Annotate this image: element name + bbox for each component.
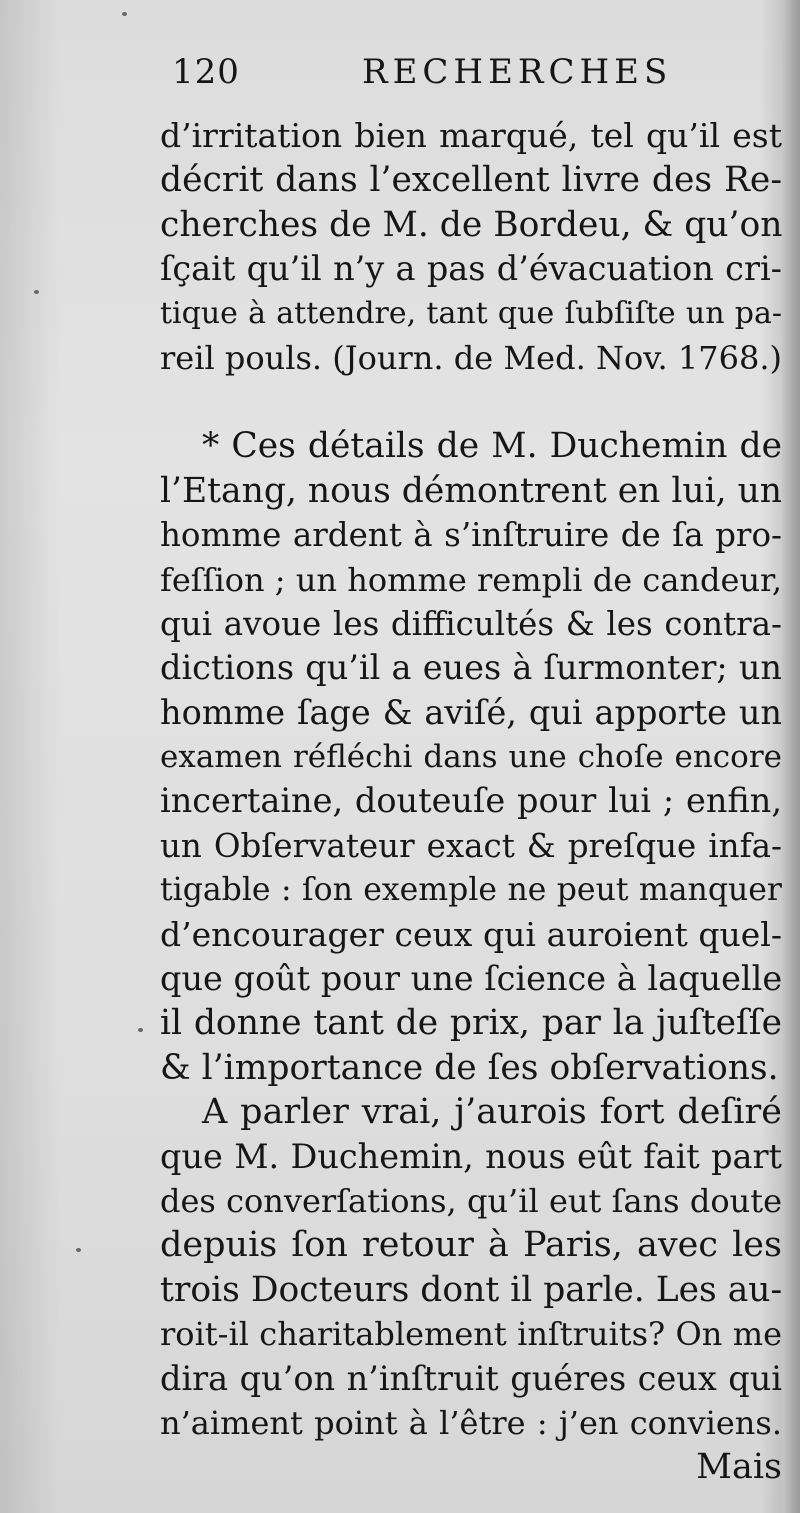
catchword: Mais xyxy=(696,1447,782,1488)
text-line: un Obſervateur exact & preſque infa- xyxy=(160,826,782,865)
text-block xyxy=(160,114,782,1490)
paragraph-gap xyxy=(160,380,782,424)
text-line: d’encourager ceux qui auroient quel- xyxy=(160,914,782,954)
text-line: examen réfléchi dans une choſe encore xyxy=(160,739,782,776)
paragraph-3 xyxy=(160,1090,782,1445)
paragraph-2 xyxy=(160,424,782,1090)
text-line: il donne tant de prix, par la juſteſſe xyxy=(160,1003,782,1044)
text-line: trois Docteurs dont il parle. Les au- xyxy=(160,1269,782,1310)
text-line: l’Etang, nous démontrent en lui, un xyxy=(160,470,782,511)
running-head: RECHERCHES xyxy=(362,52,673,92)
text-line: ſçait qu’il n’y a pas d’évacuation cri- xyxy=(160,249,782,289)
text-line: cherches de M. de Bordeu, & qu’on xyxy=(160,204,782,245)
text-line: depuis ſon retour à Paris, avec les xyxy=(160,1225,782,1266)
page-edge-shadow xyxy=(782,0,800,1513)
text-line: reil pouls. (Journ. de Med. Nov. 1768.) xyxy=(160,338,782,377)
ink-speck xyxy=(122,12,127,16)
text-line: tigable : ſon exemple ne peut manquer xyxy=(160,872,782,909)
page-number: 120 xyxy=(172,52,240,92)
text-line: feſſion ; un homme rempli de candeur, xyxy=(160,560,782,599)
text-line: qui avoue les difficultés & les contra- xyxy=(160,604,782,643)
ink-speck xyxy=(76,1248,81,1252)
text-line: dictions qu’il a eues à ſurmonter; un xyxy=(160,648,782,688)
text-line: homme ardent à s’inſtruire de ſa pro- xyxy=(160,516,782,555)
text-line: que M. Duchemin, nous eût fait part xyxy=(160,1136,782,1176)
ink-speck xyxy=(34,290,39,294)
ink-speck xyxy=(138,1028,143,1032)
text-line: A parler vrai, j’aurois fort deſiré xyxy=(202,1092,782,1133)
text-line: décrit dans l’excellent livre des Re- xyxy=(160,160,782,201)
paragraph-1 xyxy=(160,114,782,380)
text-line: des converſations, qu’il eut ſans doute xyxy=(160,1181,782,1220)
text-line: dira qu’on n’inſtruit guéres ceux qui xyxy=(160,1358,782,1398)
text-line: & l’importance de ſes obſervations. xyxy=(160,1047,779,1088)
page-header xyxy=(172,52,673,102)
text-line: roit-il charitablement inſtruits? On me xyxy=(160,1315,782,1354)
text-line: * Ces détails de M. Duchemin de xyxy=(202,426,782,467)
text-line: d’irritation bien marqué, tel qu’il est xyxy=(160,116,782,155)
text-line: tique à attendre, tant que ſubſiſte un pa- xyxy=(160,295,782,331)
text-line: que goût pour une ſcience à laquelle xyxy=(160,959,782,999)
text-line: n’aiment point à l’être : j’en conviens. xyxy=(160,1403,782,1442)
text-line: homme ſage & aviſé, qui apporte un xyxy=(160,692,782,732)
text-line: incertaine, douteuſe pour lui ; enfin, xyxy=(160,781,782,821)
